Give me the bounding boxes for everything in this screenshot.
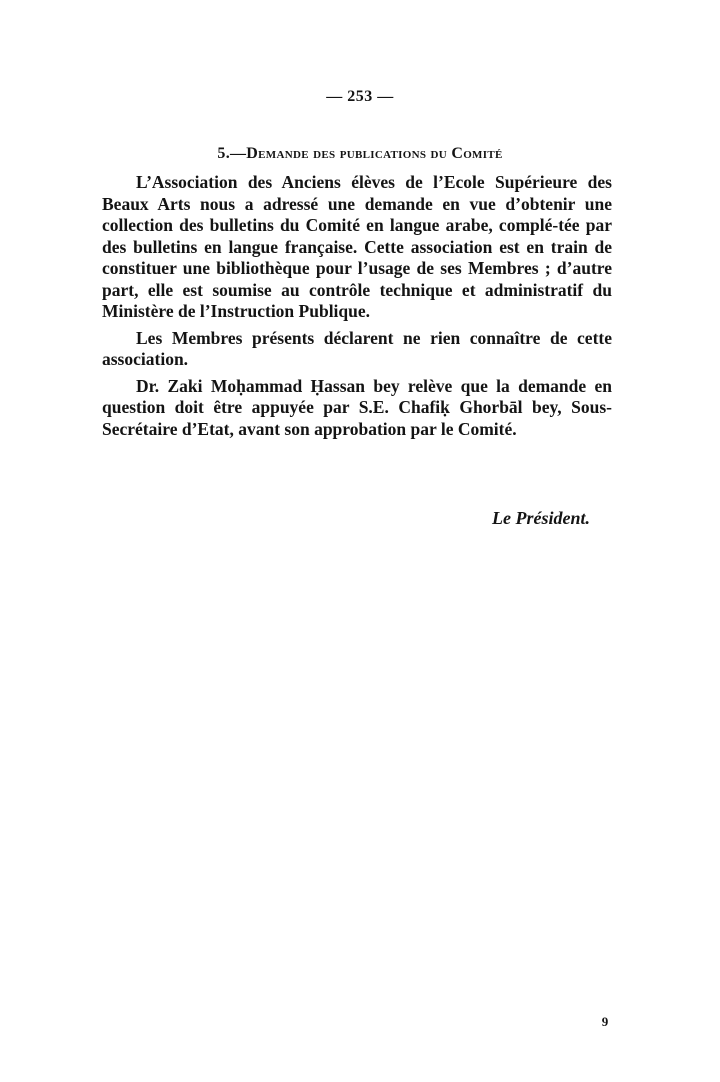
paragraph-approval-requirement: Dr. Zaki Moḥammad Ḥassan bey relève que la demande en question doit être appuyée par S.E. Chafiḳ Ghorbāl bey, Sous-Secrétaire d’Etat, avant son approbation par le Comité. [102, 375, 612, 439]
signature-mark: 9 [601, 1014, 609, 1029]
paragraph-members-unaware: Les Membres présents déclarent ne rien connaître de cette association. [102, 327, 612, 369]
president-signature: Le Président. [492, 508, 590, 528]
section-heading: 5.—Demande des publications du Comité [217, 145, 503, 162]
body-text [102, 172, 612, 445]
paragraph-association-request: L’Association des Anciens élèves de l’Ecole Supérieure des Beaux Arts nous a adressé une demande en vue d’obtenir une collection des bulletins du Comité en langue arabe, complé-tée par des bulletins en langue française. Cette association est en train de constituer une bibliothèque pour l’usage de ses Membres ; d’autre part, elle est soumise au contrôle technique et administratif du Ministère de l’Instruction Publique. [102, 172, 612, 321]
page-number: — 253 — [326, 88, 394, 105]
